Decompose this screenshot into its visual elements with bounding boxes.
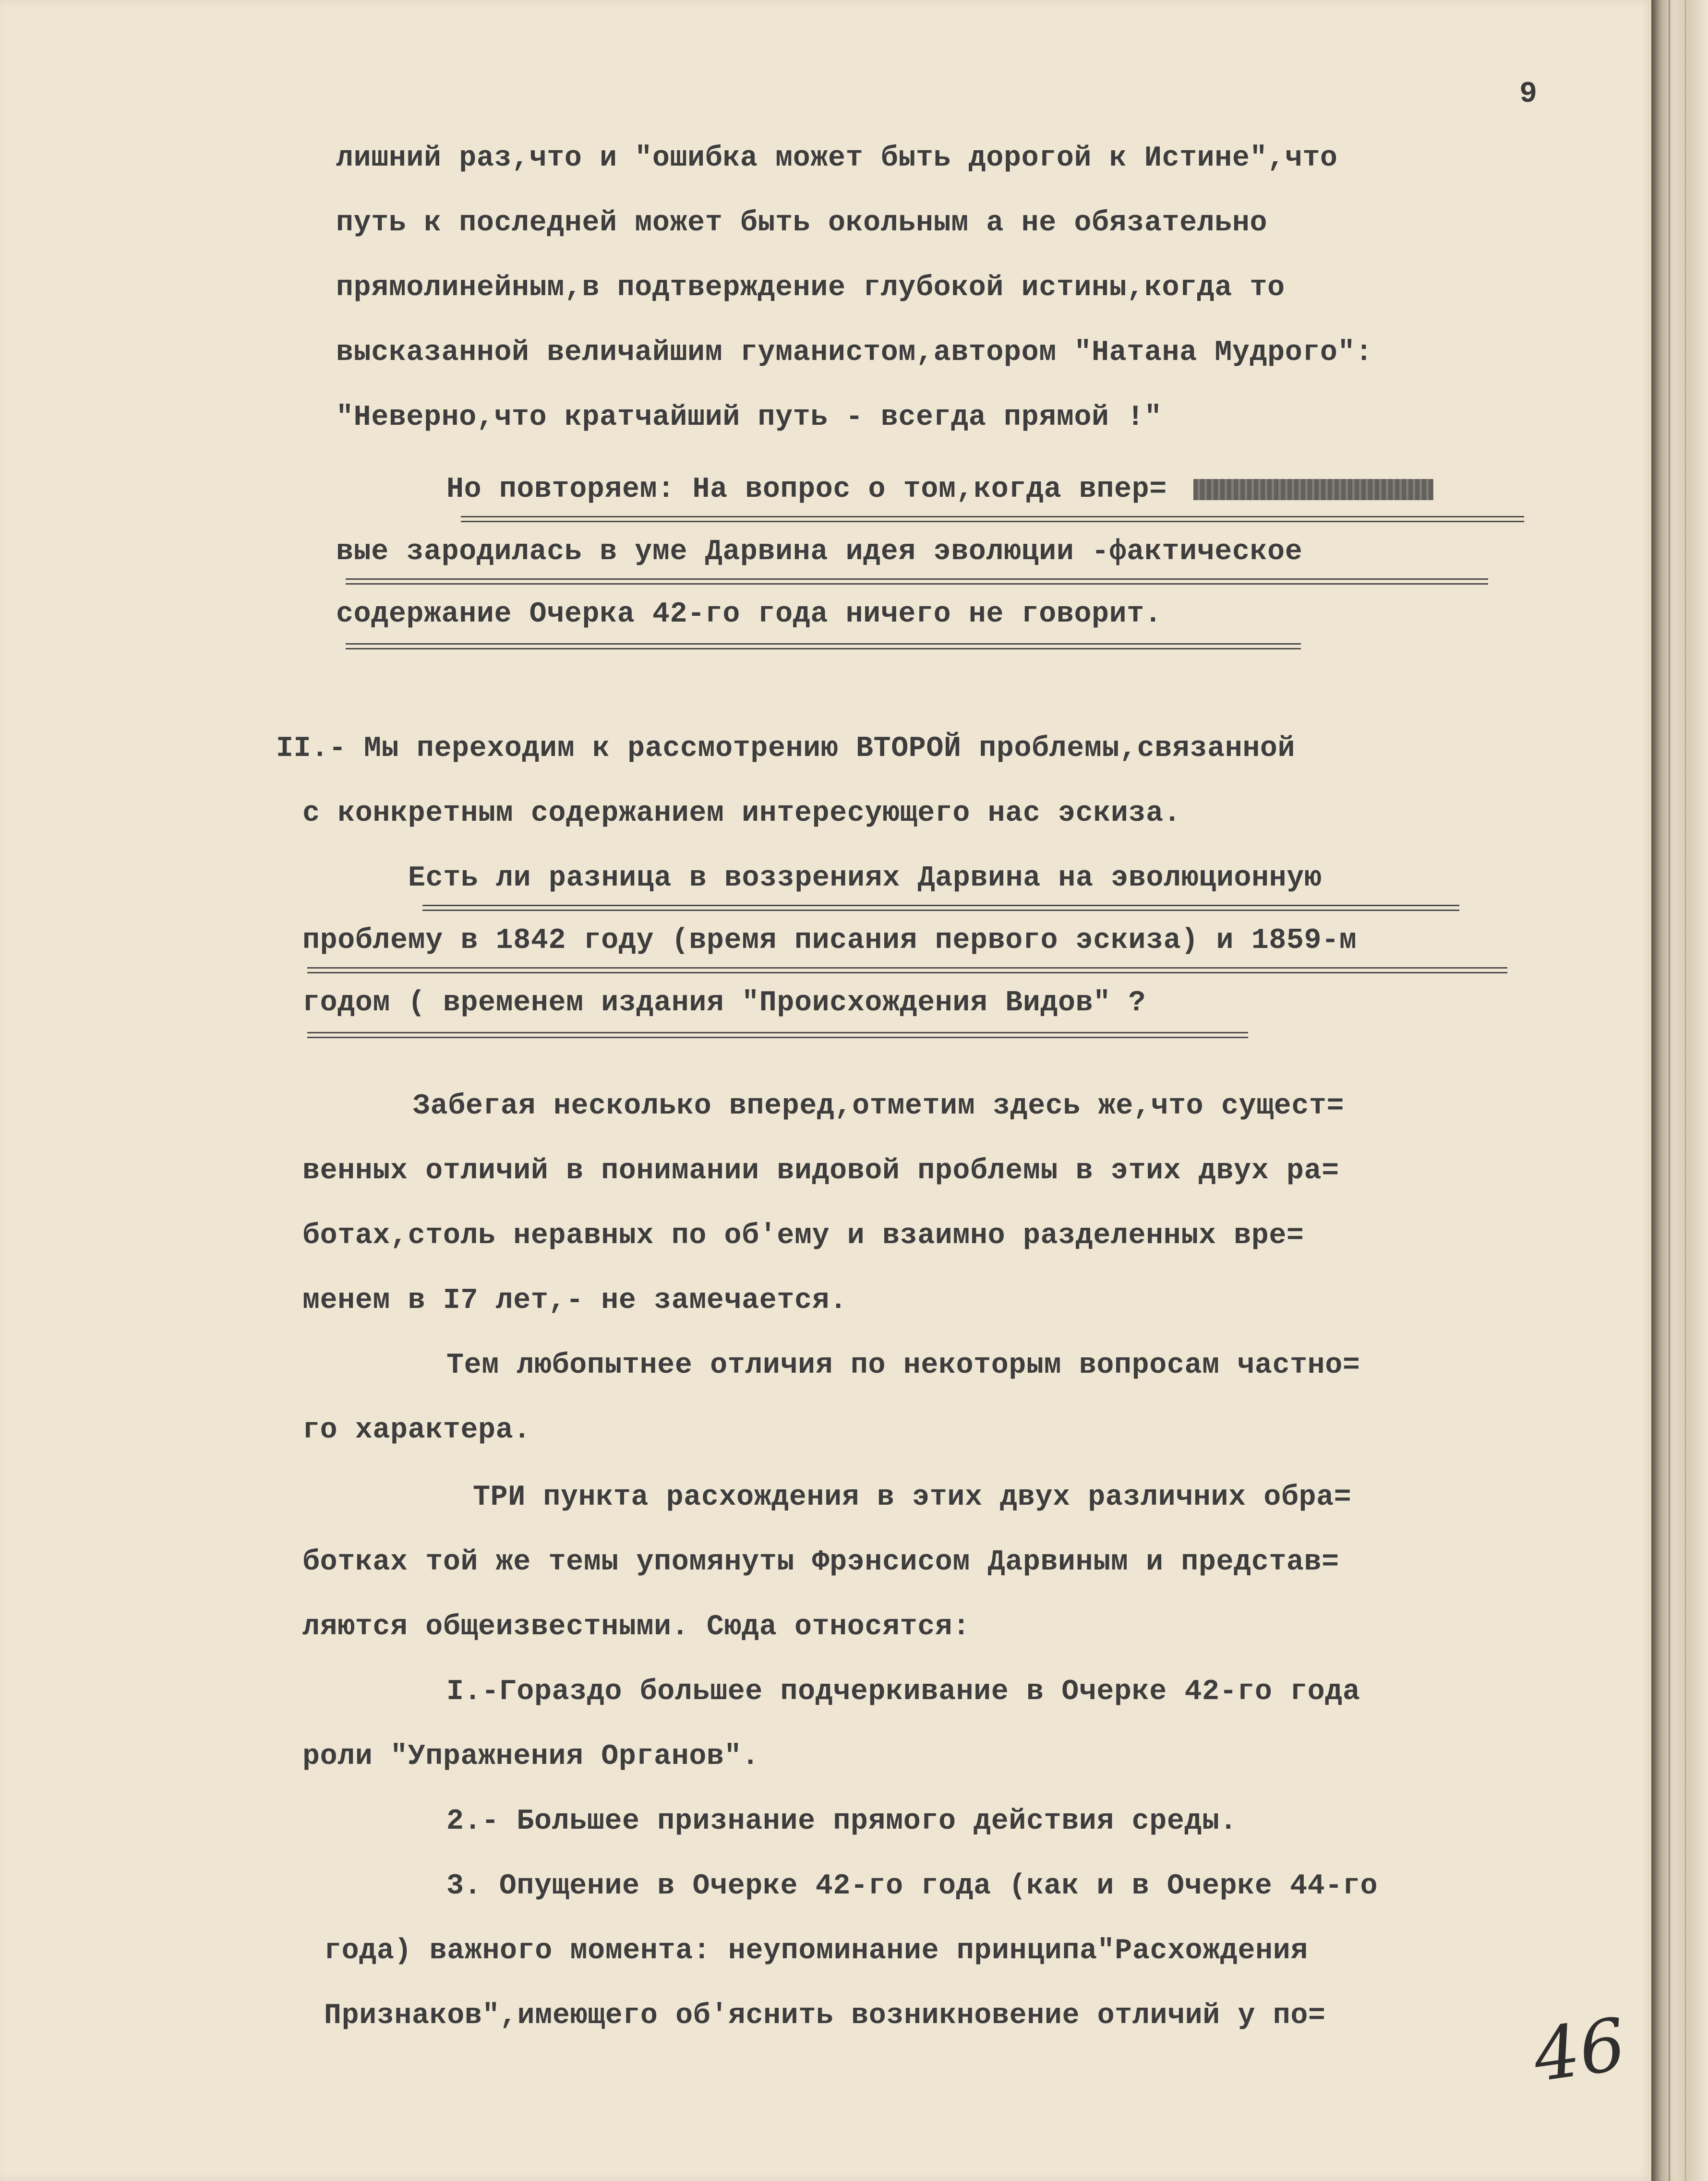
text-line-10: с конкретным содержанием интересующего нас эскиза. (302, 797, 1181, 830)
text-line-17: менем в I7 лет,- не замечается. (302, 1284, 847, 1317)
text-line-11: Есть ли разница в воззрениях Дарвина на эволюционную (408, 862, 1322, 895)
text-line-6: Но повторяем: На вопрос о том,когда впер= (446, 473, 1167, 506)
text-line-20: ТРИ пункта расхождения в этих двух различних обра= (473, 1481, 1352, 1514)
text-line-3: прямолинейным,в подтверждение глубокой истины,когда то (336, 272, 1285, 304)
binding-edge (1651, 0, 1708, 2181)
text-line-15: венных отличий в понимании видовой проблемы в этих двух ра= (302, 1155, 1339, 1187)
double-underline (307, 1032, 1248, 1038)
text-line-13: годом ( временем издания "Происхождения Видов" ? (302, 987, 1146, 1019)
text-line-1: лишний раз,что и "ошибка может быть дорогой к Истине",что (336, 142, 1338, 175)
text-line-21: ботках той же темы упомянуты Фрэнсисом Дарвиным и представ= (302, 1546, 1339, 1579)
text-line-7: вые зародилась в уме Дарвина идея эволюции -фактическое (336, 536, 1303, 568)
text-line-26: 3. Опущение в Очерке 42-го года (как и в Очерке 44-го (446, 1870, 1378, 1903)
text-line-12: проблему в 1842 году (время писания первого эскиза) и 1859-м (302, 924, 1357, 957)
text-line-19: го характера. (302, 1414, 531, 1447)
text-line-9: II.- Мы переходим к рассмотрению ВТОРОЙ проблемы,связанной (276, 732, 1296, 765)
text-line-16: ботах,столь неравных по об'ему и взаимно разделенных вре= (302, 1220, 1304, 1252)
text-line-22: ляются общеизвестными. Сюда относятся: (302, 1611, 971, 1643)
text-line-8: содержание Очерка 42-го года ничего не говорит. (336, 598, 1162, 631)
double-underline (461, 516, 1524, 522)
text-line-14: Забегая несколько вперед,отметим здесь же,что сущест= (413, 1090, 1345, 1123)
text-line-27: года) важного момента: неупоминание принципа"Расхождения (324, 1935, 1308, 1967)
page-number: 9 (1519, 77, 1538, 111)
text-line-18: Тем любопытнее отличия по некоторым вопросам частно= (446, 1349, 1360, 1382)
double-underline (346, 578, 1488, 585)
text-line-5: "Неверно,что кратчайший путь - всегда прямой !" (336, 401, 1162, 434)
text-line-28: Признаков",имеющего об'яснить возникновение отличий у по= (324, 2000, 1326, 2032)
struck-out-word (1193, 479, 1433, 500)
text-line-24: роли "Упражнения Органов". (302, 1740, 759, 1773)
text-line-2: путь к последней может быть окольным а не обязательно (336, 207, 1268, 240)
double-underline (422, 905, 1459, 911)
text-line-25: 2.- Большее признание прямого действия среды. (446, 1805, 1238, 1838)
double-underline (346, 643, 1301, 649)
text-line-4: высказанной величайшим гуманистом,автором "Натана Мудрого": (336, 336, 1373, 369)
handwritten-archive-number: 46 (1528, 2002, 1631, 2098)
text-line-23: I.-Гораздо большее подчеркивание в Очерке 42-го года (446, 1676, 1360, 1708)
double-underline (307, 967, 1507, 973)
